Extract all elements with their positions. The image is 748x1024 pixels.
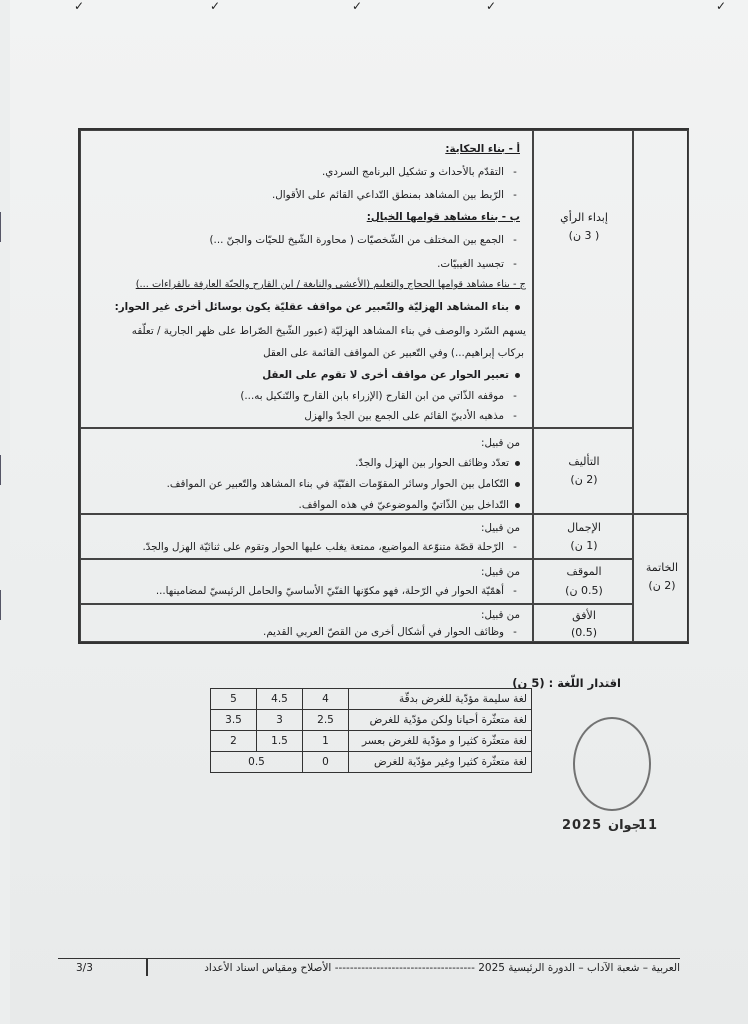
language-row	[211, 710, 532, 731]
position-content-cell	[80, 559, 533, 604]
language-score: 0.5	[211, 752, 303, 773]
opinion-line: -موقفه الذّاتي من ابن القارح (الإزراء بابن القارح والتّنكيل به...)	[240, 390, 517, 402]
date-month: جوان	[608, 818, 642, 833]
footer-rule	[58, 958, 680, 959]
composition-content-cell	[80, 428, 533, 514]
binder-clip	[0, 455, 15, 485]
date-day: 11	[638, 818, 659, 833]
position-label-cell	[533, 559, 633, 604]
language-score: 1.5	[257, 731, 303, 752]
language-score: 3.5	[211, 710, 257, 731]
language-score: 3	[257, 710, 303, 731]
body-side-cell	[633, 130, 689, 514]
composition-points: (2 ن)	[570, 473, 598, 486]
opinion-label-cell	[533, 130, 633, 428]
composition-line: من قبيل:	[480, 437, 520, 449]
opinion-label: إبداء الرأي	[560, 211, 608, 224]
language-score: 4	[303, 689, 349, 710]
opinion-line: -مذهبه الأدبيّ القائم على الجمع بين الجدّ والهزل	[304, 410, 517, 422]
language-desc: لغة متعثّرة كثيرا وغير مؤدّية للغرض	[349, 752, 532, 773]
opinion-line: -التقدّم بالأحداث و تشكيل البرنامج السردي.	[321, 166, 517, 178]
opinion-line: بناء المشاهد الهزليّة والتّعبير عن مواقف عقليّة يكون بوسائل أخرى غير الحوار:	[115, 301, 520, 313]
opinion-line: يسهم السّرد والوصف في بناء المشاهد الهزليّة (عبور الشّيخ الصّراط على ظهر الجارية / تعلّقه	[131, 325, 526, 337]
opinion-line: ب - بناء مشاهد قوامها الخيال:	[366, 211, 520, 223]
language-desc: لغة متعثّرة أحيانا ولكن مؤدّية للغرض	[349, 710, 532, 731]
language-row	[211, 689, 532, 710]
grading-table	[78, 128, 689, 644]
language-score: 2.5	[303, 710, 349, 731]
binding-mark: ✓	[486, 0, 497, 13]
opinion-line: ج - بناء مشاهد قوامها الحجاج والتعليم (الأعشى والنابغة / ابن القارح والحيّة العارفة بالقراءات ...)	[135, 279, 526, 290]
conclusion-label: الخاتمة	[645, 561, 679, 574]
opinion-line: -الرّبط بين المشاهد بمنطق التّداعي القائم على الأقوال.	[272, 189, 517, 201]
horizon-points: (0.5)	[570, 626, 598, 639]
language-score: 1	[303, 731, 349, 752]
footer-text: العربية – شعبة الآداب – الدورة الرئيسية 2025 ------------------------------------- الأصلاح ومقياس اسناد الأعداد	[204, 962, 680, 974]
opinion-line: تعبير الحوار عن مواقف أخرى لا تقوم على العقل	[262, 369, 520, 381]
language-desc: لغة سليمة مؤدّية للغرض بدقّة	[349, 689, 532, 710]
composition-label-cell	[533, 428, 633, 514]
language-table	[210, 688, 532, 773]
binder-clip	[0, 212, 15, 242]
binding-mark: ✓	[352, 0, 363, 13]
summary-intro: من قبيل:	[480, 522, 520, 534]
language-desc: لغة متعثّرة كثيرا و مؤدّية للغرض بعسر	[349, 731, 532, 752]
horizon-label: الأفق	[572, 609, 596, 622]
opinion-line: -الجمع بين المختلف من الشّخصيّات ( محاورة الشّيخ للحيّات والجنّ ...)	[209, 234, 517, 246]
page-number: 3/3	[76, 962, 93, 974]
official-stamp	[573, 717, 651, 811]
document-page	[10, 0, 748, 1024]
opinion-line: أ - بناء الحكاية:	[445, 143, 520, 155]
conclusion-label-cell	[633, 514, 689, 642]
binding-mark: ✓	[74, 0, 85, 13]
summary-label: الإجمال	[567, 521, 601, 534]
composition-line: التّداخل بين الذّاتيّ والموضوعيّ في هذه المواقف.	[299, 499, 520, 511]
opinion-line: بركاب إبراهيم...) وفي التّعبير عن المواقف القائمة على العقل	[263, 347, 524, 359]
binding-mark: ✓	[210, 0, 221, 13]
position-text: -أهمّيّة الحوار في الرّحلة، فهو مكوّنها الفنّيّ الأساسيّ والحامل الرئيسيّ لمضامينها...	[155, 585, 517, 597]
language-score: 2	[211, 731, 257, 752]
opinion-content-cell	[80, 130, 533, 428]
binding-mark: ✓	[716, 0, 727, 13]
language-score: 4.5	[257, 689, 303, 710]
composition-label: التأليف	[568, 455, 600, 468]
summary-text: -الرّحلة قصّة متنوّعة المواضيع، ممتعة يغلب عليها الحوار وتقوم على ثنائيّة الهزل والجدّ.	[142, 541, 517, 553]
position-intro: من قبيل:	[480, 566, 520, 578]
composition-line: تعدّد وظائف الحوار بين الهزل والجدّ.	[355, 457, 520, 469]
summary-content-cell	[80, 514, 533, 559]
binder-clip	[0, 590, 15, 620]
language-score: 0	[303, 752, 349, 773]
language-title: اقتدار اللّغة : (5 ن)	[512, 676, 621, 690]
position-label: الموقف	[566, 565, 602, 578]
opinion-points: ( 3 ن)	[568, 229, 600, 242]
opinion-line: -تجسيد الغيبيّات.	[437, 258, 517, 270]
composition-line: التّكامل بين الحوار وسائر المقوّمات الفنّيّة في بناء المشاهد والتّعبير عن المواقف.	[167, 478, 520, 490]
language-row	[211, 752, 532, 773]
summary-label-cell	[533, 514, 633, 559]
horizon-label-cell	[533, 604, 633, 642]
horizon-intro: من قبيل:	[480, 609, 520, 621]
date-year: 2025	[562, 818, 603, 833]
language-row	[211, 731, 532, 752]
horizon-text: -وظائف الحوار في أشكال أخرى من القصّ العربي القديم.	[263, 626, 517, 638]
conclusion-points: (2 ن)	[648, 579, 676, 592]
summary-points: (1 ن)	[570, 539, 598, 552]
position-points: (0.5 ن)	[565, 584, 603, 597]
horizon-content-cell	[80, 604, 533, 642]
bleed-through-text	[210, 82, 470, 122]
footer-separator	[146, 958, 148, 976]
language-score: 5	[211, 689, 257, 710]
